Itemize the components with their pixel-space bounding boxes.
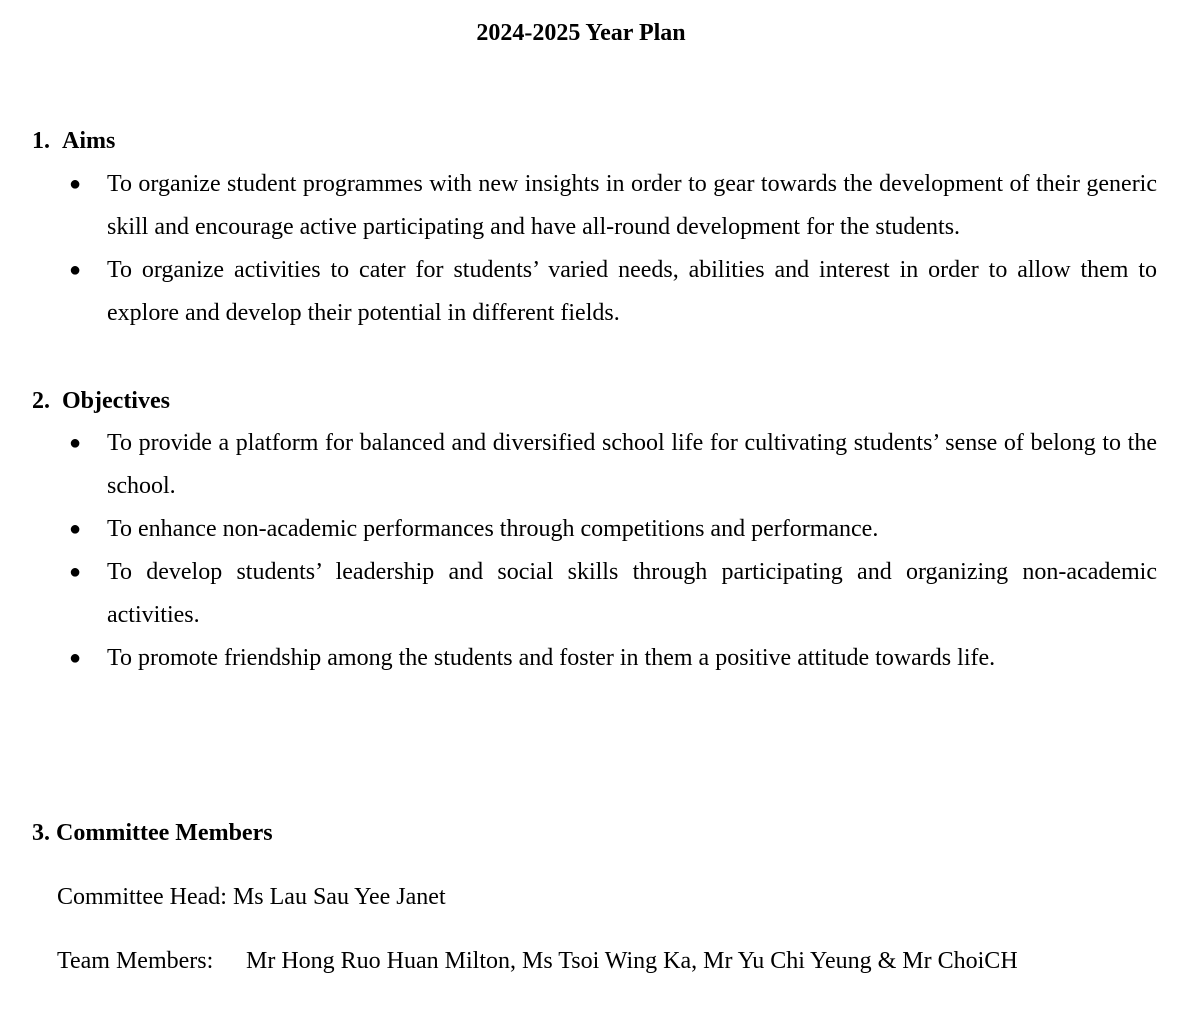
bullet-icon: ● [69, 647, 82, 669]
team-members-names: Mr Hong Ruo Huan Milton, Ms Tsoi Wing Ka, Mr Yu Chi Yeung & Mr ChoiCH [246, 948, 1018, 974]
document-title: 2024-2025 Year Plan [476, 20, 686, 46]
list-item-text: To organize activities to cater for students’ varied needs, abilities and interest in order to allow them to explore and develop their potential in different fields. [107, 257, 1157, 326]
section-aims-heading [32, 125, 115, 157]
list-item [0, 163, 1189, 249]
team-members-label: Team Members: [57, 948, 214, 974]
bullet-icon: ● [69, 173, 82, 195]
list-item [0, 249, 1189, 335]
list-item-text: To provide a platform for balanced and diversified school life for cultivating students’ sense of belong to the school. [107, 430, 1157, 499]
list-item [0, 551, 1189, 637]
list-item [0, 422, 1189, 508]
bullet-icon: ● [69, 259, 82, 281]
team-members-line [57, 945, 1018, 977]
bullet-icon: ● [69, 432, 82, 454]
bullet-icon: ● [69, 561, 82, 583]
committee-head-label: Committee Head: [57, 884, 227, 910]
objectives-list [0, 422, 1189, 680]
section-objectives-heading [32, 385, 170, 417]
list-item-text: To promote friendship among the students and foster in them a positive attitude towards life. [107, 645, 996, 671]
list-item [0, 508, 1189, 551]
aims-list [0, 163, 1189, 335]
section-number: 2. [32, 388, 50, 414]
section-title: Aims [62, 128, 116, 154]
section-committee-heading [32, 817, 273, 849]
committee-head-line [57, 881, 446, 913]
section-number: 1. [32, 128, 50, 154]
list-item [0, 637, 1189, 680]
bullet-icon: ● [69, 518, 82, 540]
section-title: Objectives [62, 388, 170, 414]
section-title: Committee Members [56, 820, 273, 846]
committee-head-name: Ms Lau Sau Yee Janet [232, 884, 446, 910]
section-number: 3. [32, 820, 50, 846]
list-item-text: To enhance non-academic performances through competitions and performance. [107, 516, 879, 542]
list-item-text: To organize student programmes with new insights in order to gear towards the development of their generic skill and encourage active participating and have all-round development for the students. [107, 171, 1157, 240]
list-item-text: To develop students’ leadership and social skills through participating and organizing non-academic activities. [107, 559, 1157, 628]
